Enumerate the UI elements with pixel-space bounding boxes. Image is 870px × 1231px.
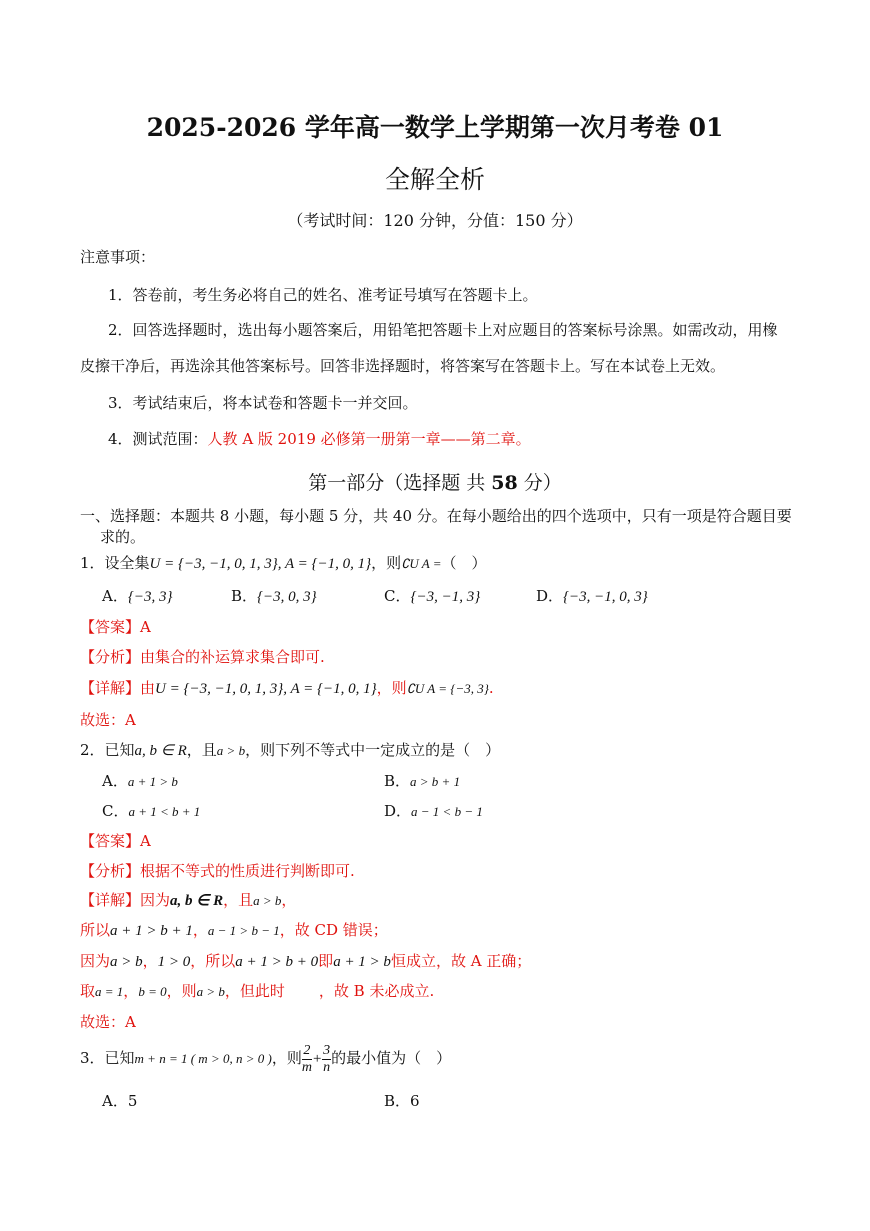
q3-stem-math: m + n = 1 ( m > 0, n > 0 ) — [134, 1051, 272, 1066]
q2-stem-mid: ，且 — [186, 741, 217, 759]
q3-fraction-1-den: m — [301, 1059, 312, 1075]
q2-detail-4-mid-2: ，但此时 — [224, 982, 285, 1000]
exam-info: （考试时间：120 分钟，分值：150 分） — [287, 211, 583, 230]
q2-answer: 【答案】A — [80, 832, 151, 850]
q1-detail-prefix: 【详解】由 — [80, 679, 156, 697]
document-title: 2025-2026 学年高一数学上学期第一次月考卷 01 — [146, 113, 724, 142]
q2-stem-prefix: 2．已知 — [80, 741, 135, 759]
document-subtitle: 全解全析 — [384, 165, 485, 194]
q1-option-a — [102, 585, 172, 606]
q2-detail-4-math-3: a > b — [196, 984, 225, 999]
q2-option-a — [102, 770, 178, 791]
q2-option-b-label: B． — [384, 772, 411, 790]
q2-detail-3-prefix: 因为 — [80, 952, 111, 970]
q3-stem-mid: ，则 — [271, 1049, 302, 1067]
q3-option-a — [102, 1090, 137, 1111]
q2-option-a-label: A． — [102, 772, 128, 790]
q1-option-b — [231, 585, 317, 606]
q2-option-b — [384, 770, 460, 791]
q3-fraction-2 — [322, 1043, 331, 1076]
q1-detail-math-1: U = {−3, −1, 0, 1, 3}, A = {−1, 0, 1} — [155, 681, 377, 697]
q2-detail-4-math-1: a = 1 — [95, 984, 124, 999]
q3-option-a-text: 5 — [127, 1092, 138, 1110]
q3-stem — [80, 1040, 451, 1077]
part1-instructions-line-2: 求的。 — [100, 528, 146, 546]
q1-option-a-label: A． — [102, 587, 128, 605]
q3-fraction-1-num: 2 — [303, 1042, 311, 1058]
q2-option-d-text: a − 1 < b − 1 — [411, 804, 483, 819]
q2-detail-3-math-4: a + 1 > b — [333, 954, 391, 970]
section-heading-prefix: 第一部分（选择题 共 — [308, 472, 492, 494]
q1-detail — [80, 677, 494, 698]
q3-stem-end: 的最小值为（ ） — [331, 1049, 452, 1067]
q2-option-a-text: a + 1 > b — [127, 774, 178, 789]
q2-detail-2-prefix: 所以 — [80, 921, 111, 939]
q1-complement: ∁U A = — [401, 556, 442, 571]
q2-detail-1-math-1: a, b ∈ R — [170, 893, 224, 909]
q3-fraction-2-den: n — [323, 1059, 331, 1075]
q2-detail-4-end: ，故 B 未必成立. — [318, 982, 435, 1000]
q2-detail-line-2 — [80, 919, 388, 940]
q1-detail-mid: ，则 — [376, 679, 407, 697]
q2-stem-math-2: a > b — [216, 743, 246, 758]
q1-answer: 【答案】A — [80, 618, 151, 636]
q2-option-b-text: a > b + 1 — [410, 774, 461, 789]
q2-detail-3-math-1: a > b — [110, 954, 143, 970]
q2-detail-1-end: ， — [281, 891, 297, 909]
note-item-2-line-1: 2．回答选择题时，选出每小题答案后，用铅笔把答题卡上对应题目的答案标号涂黑。如需改动，用橡 — [108, 321, 778, 339]
section-score: 58 — [491, 472, 518, 494]
q1-stem-mid: ，则 — [371, 554, 402, 572]
q2-detail-1-math-2: a > b — [253, 893, 282, 908]
q1-option-b-text: {−3, 0, 3} — [257, 589, 317, 605]
q2-option-d — [384, 800, 483, 821]
q1-option-d — [536, 585, 648, 606]
q3-fraction-2-num: 3 — [323, 1042, 331, 1058]
q1-option-d-label: D． — [536, 587, 564, 605]
q2-detail-1-prefix: 【详解】因为 — [80, 891, 171, 909]
q2-detail-1-mid: ，且 — [223, 891, 254, 909]
q1-stem — [80, 552, 487, 573]
q1-option-b-label: B． — [231, 587, 258, 605]
q1-option-c-text: {−3, −1, 3} — [410, 589, 481, 605]
note-item-1: 1．答卷前，考生务必将自己的姓名、准考证号填写在答题卡上。 — [108, 286, 538, 304]
q2-detail-4-prefix: 取 — [80, 982, 96, 1000]
q1-detail-math-2: ∁U A = {−3, 3} — [406, 681, 489, 696]
q1-detail-end: . — [488, 679, 494, 697]
q2-detail-3-math-3: a + 1 > b + 0 — [235, 954, 319, 970]
q3-plus: + — [311, 1051, 323, 1067]
note-item-2-line-2: 皮擦干净后，再选涂其他答案标号。回答非选择题时，将答案写在答题卡上。写在本试卷上无效。 — [80, 357, 726, 375]
q2-detail-3-mid: ，所以 — [190, 952, 236, 970]
q1-option-c-label: C． — [384, 587, 411, 605]
q2-detail-4-mid: ，则 — [166, 982, 197, 1000]
q1-option-c — [384, 585, 480, 606]
part1-instructions-line-1: 一、选择题：本题共 8 小题，每小题 5 分，共 40 分。在每小题给出的四个选项中，只有一项是符合题目要 — [80, 507, 792, 525]
q2-stem-math-1: a, b ∈ R — [134, 743, 187, 759]
q2-detail-3-math-2: 1 > 0 — [157, 954, 191, 970]
q2-detail-4-sep: ， — [123, 982, 139, 1000]
note-item-4 — [108, 428, 531, 449]
test-range: 人教 A 版 2019 必修第一册第一章——第二章。 — [207, 430, 531, 448]
q1-choice: 故选：A — [80, 711, 136, 729]
q3-option-b-text: 6 — [410, 1092, 420, 1110]
q2-detail-2-math-1: a + 1 > b + 1 — [110, 923, 193, 939]
note-item-4-prefix: 4．测试范围： — [108, 430, 208, 448]
q2-detail-line-1 — [80, 889, 296, 910]
q2-analysis: 【分析】根据不等式的性质进行判断即可. — [80, 862, 355, 880]
q2-detail-2-math-2: a − 1 > b − 1 — [207, 923, 280, 938]
q2-detail-3-sep: ， — [142, 952, 158, 970]
q2-choice: 故选：A — [80, 1013, 136, 1031]
q2-detail-3-mid-2: 即 — [318, 952, 334, 970]
q3-option-b-label: B． — [384, 1092, 411, 1110]
q3-stem-prefix: 3．已知 — [80, 1049, 135, 1067]
q1-analysis: 【分析】由集合的补运算求集合即可. — [80, 648, 325, 666]
q2-detail-line-3 — [80, 950, 531, 971]
q1-option-a-text: {−3, 3} — [127, 589, 173, 605]
q1-stem-math: U = {−3, −1, 0, 1, 3}, A = {−1, 0, 1} — [149, 556, 372, 572]
q2-option-c-text: a + 1 < b + 1 — [128, 804, 201, 819]
q3-option-b — [384, 1090, 420, 1111]
note-item-3: 3．考试结束后，将本试卷和答题卡一并交回。 — [108, 394, 418, 412]
notes-heading: 注意事项： — [80, 248, 156, 266]
q2-detail-2-end: ，故 CD 错误； — [279, 921, 388, 939]
q1-option-d-text: {−3, −1, 0, 3} — [563, 589, 648, 605]
q2-detail-3-end: 恒成立，故 A 正确； — [390, 952, 532, 970]
q2-stem — [80, 739, 500, 760]
q2-stem-end: ，则下列不等式中一定成立的是（ ） — [245, 741, 501, 759]
q2-detail-line-4 — [80, 980, 434, 1001]
section-heading — [0, 468, 870, 495]
section-heading-suffix: 分） — [517, 472, 562, 494]
q3-option-a-label: A． — [102, 1092, 128, 1110]
q2-option-c-label: C． — [102, 802, 129, 820]
q2-option-d-label: D． — [384, 802, 412, 820]
q2-detail-2-sep: ， — [192, 921, 208, 939]
q3-fraction-1 — [302, 1043, 312, 1076]
q1-stem-prefix: 1．设全集 — [80, 554, 150, 572]
q2-option-c — [102, 800, 200, 821]
q2-detail-4-math-2: b = 0 — [138, 984, 167, 999]
q1-stem-end: （ ） — [441, 554, 487, 572]
